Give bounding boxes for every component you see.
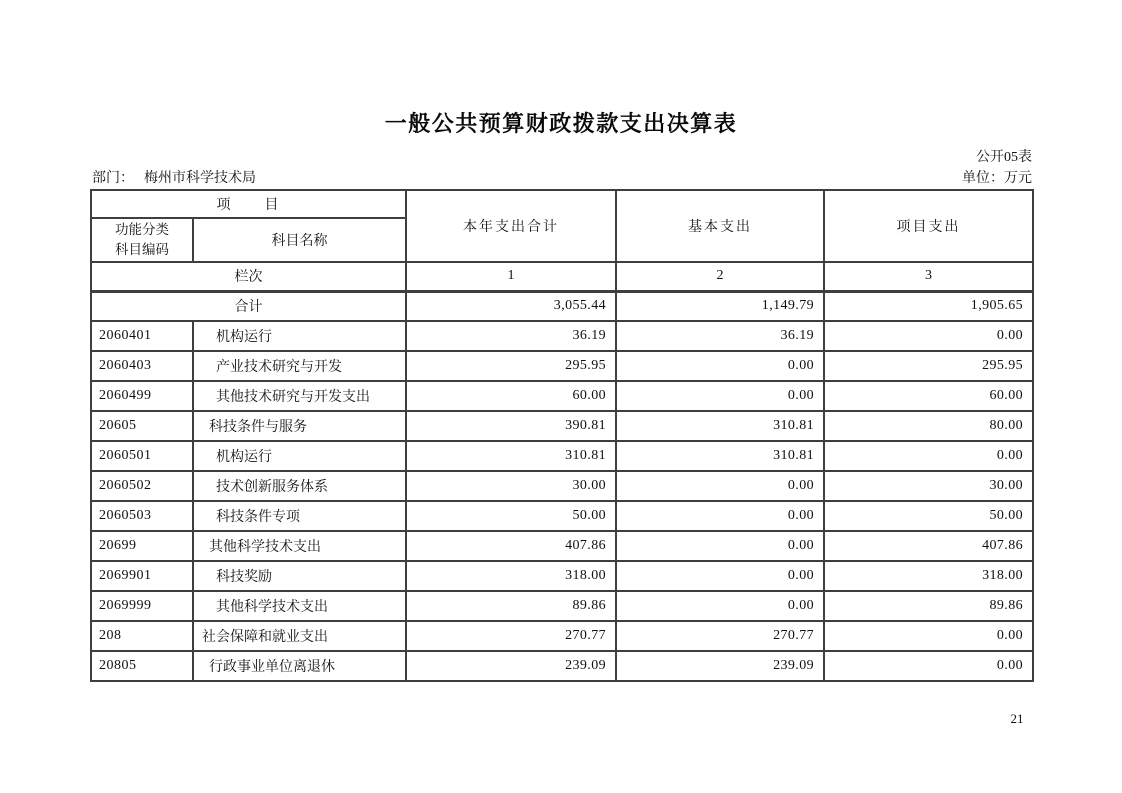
cell-total: 50.00 (406, 501, 616, 531)
cell-project: 50.00 (824, 501, 1033, 531)
row-name: 其他科学技术支出 (193, 591, 406, 621)
table-row (91, 531, 1033, 561)
row-name: 产业技术研究与开发 (193, 351, 406, 381)
cell-basic: 36.19 (616, 321, 824, 351)
row-name: 行政事业单位离退休 (193, 651, 406, 681)
table-row (91, 591, 1033, 621)
column-number-2: 2 (616, 262, 824, 291)
row-name: 机构运行 (193, 441, 406, 471)
cell-project: 89.86 (824, 591, 1033, 621)
header-function-code-line2: 科目编码 (115, 242, 169, 257)
department-line (92, 167, 256, 187)
cell-total: 89.86 (406, 591, 616, 621)
row-code: 208 (91, 621, 193, 651)
row-name: 技术创新服务体系 (193, 471, 406, 501)
table-row (91, 651, 1033, 681)
total-row (91, 291, 1033, 321)
cell-project: 407.86 (824, 531, 1033, 561)
cell-project: 0.00 (824, 621, 1033, 651)
table-row (91, 501, 1033, 531)
row-code: 20699 (91, 531, 193, 561)
row-code: 20605 (91, 411, 193, 441)
cell-basic: 239.09 (616, 651, 824, 681)
table-row (91, 381, 1033, 411)
header-lanci: 栏次 (91, 262, 406, 291)
page-number: 21 (1010, 711, 1024, 726)
table-row (91, 411, 1033, 441)
table-row (91, 471, 1033, 501)
cell-project: 60.00 (824, 381, 1033, 411)
row-name: 其他技术研究与开发支出 (193, 381, 406, 411)
total-row-total: 3,055.44 (406, 291, 616, 321)
cell-total: 270.77 (406, 621, 616, 651)
header-project-group: 项 目 (91, 190, 406, 218)
row-name: 社会保障和就业支出 (193, 621, 406, 651)
header-function-code (91, 218, 193, 262)
table-code-label: 公开05表 (976, 150, 1032, 165)
header-row-1 (91, 190, 1033, 218)
department-label: 部门： (92, 171, 134, 186)
cell-project: 318.00 (824, 561, 1033, 591)
row-code: 2060501 (91, 441, 193, 471)
cell-total: 407.86 (406, 531, 616, 561)
cell-basic: 0.00 (616, 501, 824, 531)
cell-total: 239.09 (406, 651, 616, 681)
row-code: 2069901 (91, 561, 193, 591)
row-code: 2069999 (91, 591, 193, 621)
cell-basic: 0.00 (616, 471, 824, 501)
header-project-col: 项目支出 (824, 190, 1033, 262)
row-name: 科技奖励 (193, 561, 406, 591)
cell-basic: 310.81 (616, 411, 824, 441)
cell-project: 0.00 (824, 651, 1033, 681)
row-name: 科技条件专项 (193, 501, 406, 531)
row-code: 2060499 (91, 381, 193, 411)
total-row-project: 1,905.65 (824, 291, 1033, 321)
row-code: 2060401 (91, 321, 193, 351)
cell-total: 318.00 (406, 561, 616, 591)
cell-project: 30.00 (824, 471, 1033, 501)
row-code: 2060502 (91, 471, 193, 501)
department-value: 梅州市科学技术局 (144, 171, 256, 186)
column-number-1: 1 (406, 262, 616, 291)
cell-total: 30.00 (406, 471, 616, 501)
cell-total: 36.19 (406, 321, 616, 351)
total-row-basic: 1,149.79 (616, 291, 824, 321)
table-row (91, 561, 1033, 591)
table-row (91, 321, 1033, 351)
header-subject-name: 科目名称 (193, 218, 406, 262)
cell-basic: 270.77 (616, 621, 824, 651)
cell-project: 295.95 (824, 351, 1033, 381)
cell-basic: 0.00 (616, 531, 824, 561)
header-total-col: 本年支出合计 (406, 190, 616, 262)
cell-basic: 310.81 (616, 441, 824, 471)
row-name: 其他科学技术支出 (193, 531, 406, 561)
header-basic-col: 基本支出 (616, 190, 824, 262)
total-row-label: 合计 (91, 291, 406, 321)
header-function-code-line1: 功能分类 (115, 222, 169, 238)
row-code: 20805 (91, 651, 193, 681)
budget-table (90, 189, 1034, 682)
row-code: 2060403 (91, 351, 193, 381)
cell-basic: 0.00 (616, 561, 824, 591)
column-number-3: 3 (824, 262, 1033, 291)
cell-total: 295.95 (406, 351, 616, 381)
table-row (91, 351, 1033, 381)
table-row (91, 621, 1033, 651)
cell-basic: 0.00 (616, 381, 824, 411)
cell-basic: 0.00 (616, 351, 824, 381)
row-name: 科技条件与服务 (193, 411, 406, 441)
cell-basic: 0.00 (616, 591, 824, 621)
cell-project: 80.00 (824, 411, 1033, 441)
unit-label: 单位：万元 (962, 171, 1032, 186)
cell-total: 60.00 (406, 381, 616, 411)
page-title: 一般公共预算财政拨款支出决算表 (384, 111, 738, 136)
column-index-row (91, 262, 1033, 291)
cell-total: 390.81 (406, 411, 616, 441)
cell-project: 0.00 (824, 321, 1033, 351)
table-row (91, 441, 1033, 471)
meta-line (92, 167, 1032, 187)
cell-project: 0.00 (824, 441, 1033, 471)
cell-total: 310.81 (406, 441, 616, 471)
row-name: 机构运行 (193, 321, 406, 351)
row-code: 2060503 (91, 501, 193, 531)
